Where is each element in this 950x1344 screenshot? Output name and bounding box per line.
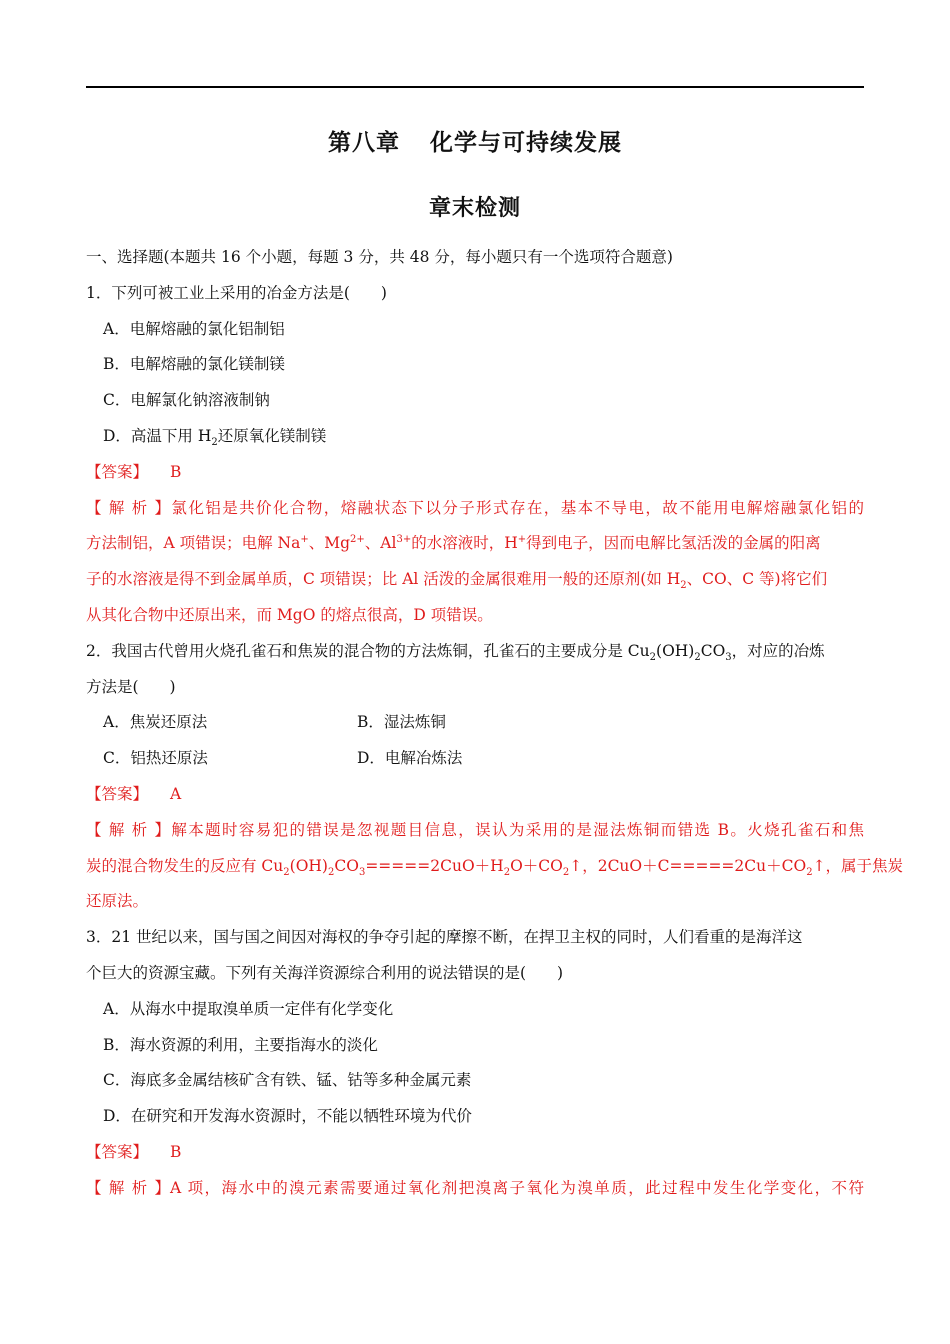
q2-option-d: D．电解冶炼法 <box>357 749 463 768</box>
answer-value: A <box>170 784 182 803</box>
analysis-tag: 【解析】 <box>86 1178 170 1197</box>
q3-option-c: C．海底多金属结核矿含有铁、锰、钴等多种金属元素 <box>103 1071 472 1090</box>
answer-tag: 【答案】 <box>86 462 149 481</box>
q2-analysis-line: 炭的混合物发生的反应有 $Cu_2(OH)_2CO_3=====2CuO+H_2O+CO_2↑$，$2CuO+C=====2Cu+CO_2↑$，属于焦炭 <box>86 856 904 878</box>
chapter-name: 化学与可持续发展 <box>430 130 622 156</box>
analysis-tag: 【解析】 <box>86 820 170 839</box>
document-body <box>86 240 904 1207</box>
q1-analysis-line: 子的水溶液是得不到金属单质，C 项错误；比 Al 活泼的金属很难用一般的还原剂(如 $H_2$、CO、C 等)将它们 <box>86 570 828 592</box>
q1-analysis-line: 从其化合物中还原出来，而 MgO 的熔点很高，D 项错误。 <box>86 605 493 624</box>
q1-option-b: B．电解熔融的氯化镁制镁 <box>103 355 285 374</box>
q1-stem: 1．下列可被工业上采用的冶金方法是( ) <box>86 283 387 302</box>
q2-analysis-line: 【解析】解本题时容易犯的错误是忽视题目信息，误认为采用的是湿法炼铜而错选 B。火烧孔雀石和焦 <box>86 813 864 849</box>
q1-answer <box>86 455 864 491</box>
section-title: 章末检测 <box>428 196 521 221</box>
q1-analysis-line: 【解析】氯化铝是共价化合物，熔融状态下以分子形式存在，基本不导电，故不能用电解熔融氯化铝的 <box>86 491 864 527</box>
q2-answer <box>86 777 864 813</box>
q3-option-b: B．海水资源的利用，主要指海水的淡化 <box>103 1035 378 1054</box>
q1-option-a: A．电解熔融的氯化铝制铝 <box>103 319 285 338</box>
section-header: 一、选择题(本题共 16 个小题，每题 3 分，共 48 分，每小题只有一个选项符合题意) <box>86 248 673 266</box>
answer-tag: 【答案】 <box>86 784 149 803</box>
q1-analysis-line: 方法制铝，A 项错误；电解 Na+、$Mg^{2+}$、$Al^{3+}$的水溶液时，H+得到电子，因而电解比氢活泼的金属的阳离 <box>86 534 821 553</box>
answer-tag: 【答案】 <box>86 1142 149 1161</box>
q1-option-c: C．电解氯化钠溶液制钠 <box>103 391 270 410</box>
q3-option-a: A．从海水中提取溴单质一定伴有化学变化 <box>103 999 394 1018</box>
q2-options-row <box>86 705 864 741</box>
q3-option-d: D．在研究和开发海水资源时，不能以牺牲环境为代价 <box>103 1107 472 1126</box>
analysis-tag: 【解析】 <box>86 498 170 517</box>
q2-options-row <box>86 741 864 777</box>
chapter-title <box>0 124 950 157</box>
q3-stem: 个巨大的资源宝藏。下列有关海洋资源综合利用的说法错误的是( ) <box>86 963 564 982</box>
q3-answer <box>86 1135 864 1171</box>
answer-value: B <box>170 462 182 481</box>
answer-value: B <box>170 1142 182 1161</box>
q2-analysis-line: 还原法。 <box>86 892 149 911</box>
q1-option-d: D．高温下用 $H_2$还原氧化镁制镁 <box>103 426 327 449</box>
q2-stem: 方法是( ) <box>86 677 176 696</box>
q2-option-c: C．铝热还原法 <box>103 749 208 768</box>
chapter-number: 第八章 <box>328 130 400 156</box>
q2-option-b: B．湿法炼铜 <box>357 713 446 732</box>
q2-stem: 2．我国古代曾用火烧孔雀石和焦炭的混合物的方法炼铜，孔雀石的主要成分是 $Cu_2(OH)_2CO_3$，对应的冶炼 <box>86 641 825 663</box>
q3-stem: 3．21 世纪以来，国与国之间因对海权的争夺引起的摩擦不断，在捍卫主权的同时，人们看重的是海洋这 <box>86 928 803 947</box>
header-rule <box>86 86 864 88</box>
q3-analysis-line: 【解析】A 项，海水中的溴元素需要通过氧化剂把溴离子氧化为溴单质，此过程中发生化学变化，不符 <box>86 1171 864 1207</box>
q2-option-a: A．焦炭还原法 <box>103 713 208 732</box>
